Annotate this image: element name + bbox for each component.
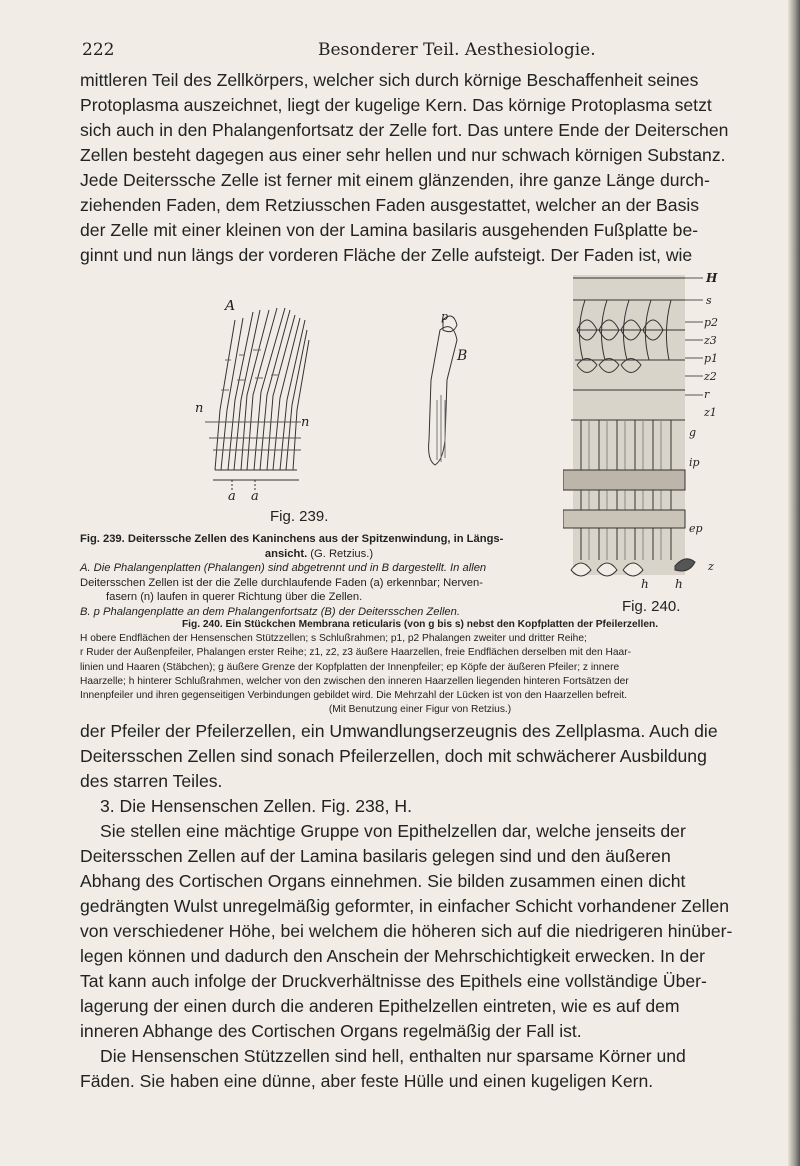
label-H: H xyxy=(706,271,718,285)
membrana-reticularis-drawing xyxy=(563,275,703,576)
text-line: Die Hensenschen Stützzellen sind hell, enthalten nur sparsame Körner und xyxy=(100,1046,686,1066)
figure-239-caption xyxy=(80,532,558,620)
text-line: inneren Abhange des Cortischen Organs regelmäßig der Fall ist. xyxy=(80,1021,582,1041)
text-line: lagerung der einen durch die anderen Epithelzellen eintreten, wie es auf dem xyxy=(80,996,680,1016)
text-line: der Pfeiler der Pfeilerzellen, ein Umwandlungserzeugnis des Zellplasma. Auch die xyxy=(80,721,718,741)
label-ip: ip xyxy=(689,456,700,469)
caption-heading: Fig. 239. Deiterssche Zellen des Kaninchens aus der Spitzenwindung, in Längs- xyxy=(80,533,504,545)
text-line: Abhang des Cortischen Organs einnehmen. Sie bilden zusammen einen dicht xyxy=(80,871,686,891)
text-line: Sie stellen eine mächtige Gruppe von Epithelzellen dar, welche jenseits der xyxy=(100,821,686,841)
label-h-left: h xyxy=(641,577,649,590)
text-line: sich auch in den Phalangenfortsatz der Zelle fort. Das untere Ende der Deiterschen xyxy=(80,120,729,140)
label-a-left: a xyxy=(228,489,236,500)
text-line: von verschiedener Höhe, bei welchem die höheren sich auf die niedrigeren hinüber- xyxy=(80,921,733,941)
page-edge-shadow xyxy=(788,0,800,1166)
label-n-right: n xyxy=(301,415,310,430)
text-line: der Zelle mit einer kleinen von der Lamina basilaris ausgehenden Fußplatte be- xyxy=(80,220,699,240)
caption-source: (G. Retzius.) xyxy=(310,547,374,560)
label-a-right: a xyxy=(251,489,259,500)
label-z3: z3 xyxy=(704,334,717,347)
bottom-paragraph xyxy=(80,719,742,1094)
label-n-left: n xyxy=(195,401,204,416)
caption-heading-2: ansicht. xyxy=(264,547,308,560)
caption-line: fasern (n) laufen in querer Richtung über die Zellen. xyxy=(106,591,363,604)
text-line: gedrängten Wulst unregelmäßig geformter, in einfacher Schicht vorhandener Zellen xyxy=(80,896,730,916)
label-A: A xyxy=(225,300,236,314)
label-p2: p2 xyxy=(704,316,719,329)
text-line: Jede Deiterssche Zelle ist ferner mit einem glänzenden, ihre ganze Länge durch- xyxy=(80,170,710,190)
label-r: r xyxy=(704,388,710,401)
caption-line: Innenpfeiler und ihren gegenseitigen Verbindungen gebildet wird. Die Mehrzahl der Lücken ist von den Haarzellen befreit. xyxy=(80,690,628,702)
text-line: Protoplasma auszeichnet, liegt der kugelige Kern. Das körnige Protoplasma setzt xyxy=(80,95,712,115)
label-z1: z1 xyxy=(704,406,717,419)
text-line: ziehenden Faden, dem Retziusschen Faden ausgestattet, welcher an der Basis xyxy=(80,195,700,215)
caption-line: Deitersschen Zellen ist der die Zelle durchlaufende Faden (a) erkennbar; Nerven- xyxy=(80,576,483,589)
label-g: g xyxy=(689,426,697,439)
label-p: p xyxy=(441,310,449,323)
caption-line: r Ruder der Außenpfeiler, Phalangen erster Reihe; z1, z2, z3 äußere Haarzellen, freie Endflächen derselben mit den Haar- xyxy=(80,647,631,659)
caption-line: (Mit Benutzung einer Figur von Retzius.) xyxy=(328,704,512,716)
section-heading: 3. Die Hensenschen Zellen. Fig. 238, H. xyxy=(100,796,412,816)
text-line: Zellen besteht dagegen aus einer sehr hellen und nur schwach körnigen Substanz. xyxy=(80,145,726,165)
caption-line: Haarzelle; h hinterer Schlußrahmen, welcher von den zwischen den inneren Haarzellen liegenden hinteren Fortsätzen der xyxy=(80,675,629,687)
label-p1: p1 xyxy=(704,352,719,365)
label-ep: ep xyxy=(689,522,703,535)
text-line: Deitersschen Zellen auf der Lamina basilaris gelegen sind und den äußeren xyxy=(80,846,671,866)
figure-239-illustration xyxy=(195,300,495,500)
figure-240-title: Fig. 240. xyxy=(622,598,681,615)
page-number: 222 xyxy=(82,40,115,60)
caption-line: B. p Phalangenplatte an dem Phalangenfortsatz (B) der Deitersschen Zellen. xyxy=(80,605,460,618)
caption-line: A. Die Phalangenplatten (Phalangen) sind abgetrennt und in B dargestellt. In allen xyxy=(80,562,487,575)
label-B: B xyxy=(457,348,468,364)
caption-line: H obere Endflächen der Hensenschen Stützzellen; s Schlußrahmen; p1, p2 Phalangen zweiter und dritter Reihe; xyxy=(80,633,587,645)
text-line: des starren Teiles. xyxy=(80,771,223,791)
top-paragraph xyxy=(80,68,742,268)
deiters-cells-drawing xyxy=(205,308,457,490)
caption-heading: Fig. 240. Ein Stückchen Membrana reticularis (von g bis s) nebst den Kopfplatten der Pfeilerzellen. xyxy=(181,619,659,630)
figure-239-title: Fig. 239. xyxy=(270,508,329,525)
text-line: legen können und dadurch den Anschein der Mehrschichtigkeit erwecken. In der xyxy=(80,946,705,966)
label-h-right: h xyxy=(675,577,683,590)
text-line: mittleren Teil des Zellkörpers, welcher sich durch körnige Beschaffenheit seines xyxy=(80,70,699,90)
figure-240-illustration xyxy=(563,270,723,590)
caption-line: linien und Haaren (Stäbchen); g äußere Grenze der Kopfplatten der Innenpfeiler; ep Köpfe der äußeren Pfeiler; z innere xyxy=(80,661,620,673)
text-line: Deitersschen Zellen sind sonach Pfeilerzellen, doch mit schwächerer Ausbildung xyxy=(80,746,707,766)
label-s: s xyxy=(706,294,712,307)
running-title: Besonderer Teil. Aesthesiologie. xyxy=(318,40,596,60)
figure-240-caption xyxy=(80,618,760,717)
label-z2: z2 xyxy=(704,370,717,383)
text-line: Tat kann auch infolge der Druckverhältnisse des Epithels eine vollständige Über- xyxy=(80,971,707,991)
text-line: Fäden. Sie haben eine dünne, aber feste Hülle und einen kugeligen Kern. xyxy=(80,1071,654,1091)
text-line: ginnt und nun längs der vorderen Fläche der Zelle aufsteigt. Der Faden ist, wie xyxy=(80,245,693,265)
label-z: z xyxy=(708,560,714,573)
